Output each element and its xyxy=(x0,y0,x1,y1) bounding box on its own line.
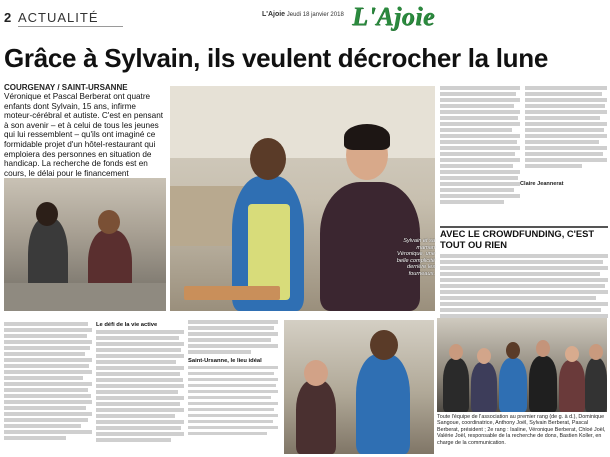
header-rule xyxy=(18,26,123,27)
team-member-4 xyxy=(529,356,557,412)
body-column-2 xyxy=(96,320,184,442)
body-text-lines xyxy=(96,330,184,442)
masthead-logo: L'Ajoie xyxy=(352,2,435,31)
team-head-2 xyxy=(477,348,491,364)
sylvain-head xyxy=(250,138,286,180)
team-head-5 xyxy=(565,346,579,362)
team-head-4 xyxy=(536,340,550,357)
article-headline: Grâce à Sylvain, ils veulent décrocher la lune xyxy=(4,43,549,73)
team-member-1 xyxy=(443,358,469,412)
team-photo-caption: Toute l'équipe de l'association au premier rang (de g. à d.), Dominique Sangoue, coordinatrice, Anthony Joël, Sylvain Berberat, Pascal Berberat, président ; 2e rang : Isaline, Véronique Berberat, Chloé Joël, Valérie Joël, responsable de la recherche de dons, Bastien Koller, en charge de la communication. xyxy=(437,414,606,446)
right-column-a xyxy=(440,86,520,204)
right-column-b xyxy=(525,86,607,168)
team-member-2 xyxy=(471,362,497,412)
body-text-lines xyxy=(188,320,278,354)
veronique-hair xyxy=(344,124,390,150)
body-text-lines xyxy=(188,366,278,436)
publication-name: L'Ajoie xyxy=(262,11,286,18)
sidebar-title: AVEC LE CROWDFUNDING, C'EST TOUT OU RIEN xyxy=(440,228,595,250)
publication-date: Jeudi 18 janvier 2018 xyxy=(286,12,344,18)
page-number: 2 xyxy=(4,10,12,25)
team-head-6 xyxy=(589,344,603,360)
second-kitchen-photo xyxy=(284,320,434,454)
body-column-3 xyxy=(188,320,278,435)
team-member-5 xyxy=(559,360,585,412)
sidebar-text xyxy=(440,254,608,324)
cook-head-right xyxy=(98,210,120,234)
woman-figure xyxy=(296,380,336,454)
team-member-3 xyxy=(499,358,527,412)
article-lead: Véronique et Pascal Berberat ont quatre enfants dont Sylvain, 15 ans, infirme moteur-cérébral et autiste. C'est en pensant à son avenir – et à celui de tous les jeunes qui lui ressemblent – qu'ils ont imaginé ce formidable projet d'un hôtel-restaurant qui emploiera des personnes en situation de handicap. La recherche de fonds est en cours, le délai pour le financement xyxy=(4,92,164,178)
main-photo-caption: Sylvain et sa maman Véronique, une belle complicité derrière les fourneaux. xyxy=(396,238,435,277)
article-dateline: COURGENAY / SAINT-URSANNE xyxy=(4,83,128,92)
section-label: ACTUALITÉ xyxy=(18,10,99,25)
kitchen-cabinet xyxy=(170,86,435,158)
body-text-lines xyxy=(4,322,92,440)
team-member-6 xyxy=(585,358,607,412)
sylvain-head-2 xyxy=(370,330,398,360)
subhead-saint-ursanne: Saint-Ursanne, le lieu idéal xyxy=(188,357,262,364)
body-column-1 xyxy=(4,322,92,440)
cutting-board xyxy=(184,286,280,300)
body-text-lines xyxy=(440,86,520,204)
cook-head-left xyxy=(36,202,58,226)
publication-line xyxy=(262,11,344,18)
sylvain-figure-2 xyxy=(356,354,410,454)
team-photo xyxy=(437,318,607,412)
kitchen-counter xyxy=(4,283,166,311)
body-text-lines xyxy=(525,86,607,168)
body-text-lines xyxy=(440,254,608,324)
team-head-3 xyxy=(506,342,520,359)
kitchen-photo xyxy=(4,178,166,311)
article-signature: Claire Jeannerat xyxy=(520,181,564,187)
team-head-1 xyxy=(449,344,463,360)
woman-head xyxy=(304,360,328,386)
subhead-vie-active: Le défi de la vie active xyxy=(96,322,158,328)
